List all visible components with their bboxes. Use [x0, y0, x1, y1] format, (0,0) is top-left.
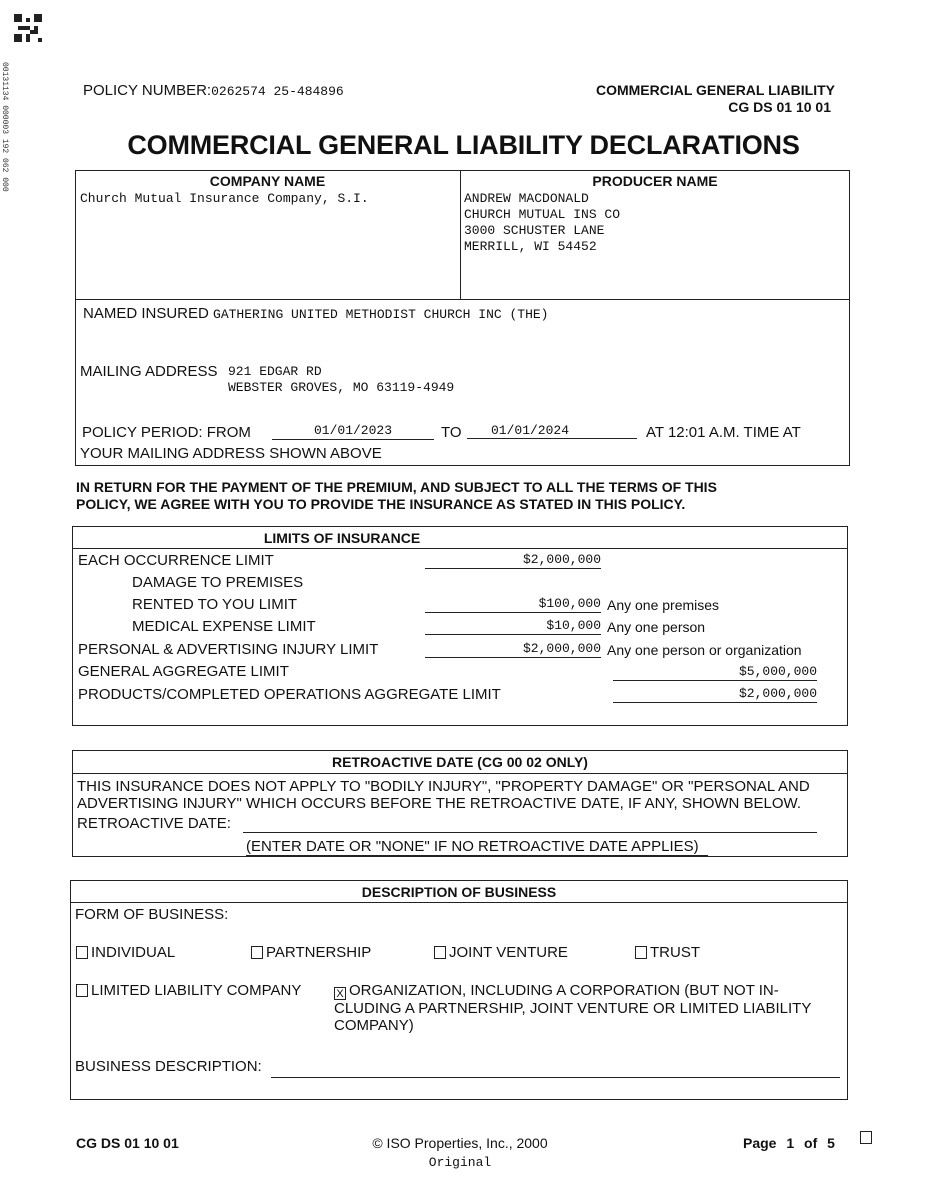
retro-date-label: RETROACTIVE DATE: — [77, 815, 231, 832]
mailing-address-label: MAILING ADDRESS — [80, 363, 218, 380]
limits-heading: LIMITS OF INSURANCE — [263, 530, 421, 546]
products-value: $2,000,000 — [613, 686, 817, 703]
policy-number-value: 0262574 25-484896 — [211, 84, 344, 99]
personal-label: PERSONAL & ADVERTISING INJURY LIMIT — [78, 641, 379, 658]
mailing-address-line1: 921 EDGAR RD — [228, 364, 322, 379]
checkbox-icon[interactable] — [635, 946, 647, 959]
retro-line: THIS INSURANCE DOES NOT APPLY TO "BODILY INJURY", "PROPERTY DAMAGE" OR "PERSONAL AND — [77, 778, 810, 795]
named-insured-value: GATHERING UNITED METHODIST CHURCH INC (THE) — [213, 307, 549, 322]
page-number: 1 — [786, 1135, 795, 1151]
page-total: 5 — [827, 1135, 835, 1151]
option-trust-label: TRUST — [650, 944, 700, 961]
footer-page — [743, 1135, 835, 1151]
damage-value: $100,000 — [425, 596, 601, 613]
barcode-icon — [14, 14, 42, 42]
policy-number — [83, 82, 344, 99]
org-line: CLUDING A PARTNERSHIP, JOINT VENTURE OR LIMITED LIABILITY — [334, 1000, 812, 1017]
page-title: COMMERCIAL GENERAL LIABILITY DECLARATIONS — [127, 130, 800, 160]
policy-number-label: POLICY NUMBER: — [83, 82, 212, 99]
personal-value: $2,000,000 — [425, 641, 601, 658]
option-organization[interactable] — [334, 982, 811, 1034]
checkbox-icon[interactable] — [251, 946, 263, 959]
retro-line: ADVERTISING INJURY" WHICH OCCURS BEFORE THE RETROACTIVE DATE, IF ANY, SHOWN BELOW. — [77, 795, 802, 812]
policy-from-date: 01/01/2023 — [272, 423, 434, 440]
footer-form-code: CG DS 01 10 01 — [76, 1135, 179, 1151]
option-llc-label: LIMITED LIABILITY COMPANY — [91, 982, 302, 999]
company-name-label: COMPANY NAME — [209, 173, 326, 189]
medical-note: Any one person — [607, 619, 706, 635]
aggregate-value: $5,000,000 — [613, 664, 817, 681]
policy-to-date: 01/01/2024 — [467, 423, 637, 439]
form-code: CG DS 01 10 01 — [728, 99, 831, 115]
aggregate-label: GENERAL AGGREGATE LIMIT — [78, 663, 289, 680]
producer-address — [464, 191, 620, 255]
mailing-address-line2: WEBSTER GROVES, MO 63119-4949 — [228, 380, 455, 395]
retro-text — [77, 778, 810, 812]
page-label: Page — [743, 1135, 777, 1151]
option-joint-venture[interactable] — [434, 944, 568, 961]
damage-label2: RENTED TO YOU LIMIT — [132, 596, 298, 613]
agreement-text — [76, 479, 717, 513]
business-description-label: BUSINESS DESCRIPTION: — [75, 1058, 262, 1075]
corner-square-icon — [860, 1131, 872, 1144]
producer-line: CHURCH MUTUAL INS CO — [464, 207, 621, 222]
of-label: of — [804, 1135, 818, 1151]
producer-line: MERRILL, WI 54452 — [464, 239, 597, 254]
named-insured — [83, 305, 549, 322]
policy-time-text2: YOUR MAILING ADDRESS SHOWN ABOVE — [80, 445, 382, 462]
medical-label: MEDICAL EXPENSE LIMIT — [132, 618, 316, 635]
retro-date-field[interactable] — [243, 816, 817, 833]
option-joint-venture-label: JOINT VENTURE — [449, 944, 568, 961]
policy-time-text: AT 12:01 A.M. TIME AT — [646, 424, 801, 441]
company-name: Church Mutual Insurance Company, S.I. — [80, 191, 369, 206]
producer-name-label: PRODUCER NAME — [592, 173, 718, 189]
footer-copyright: © ISO Properties, Inc., 2000 — [372, 1135, 548, 1151]
checkbox-icon[interactable] — [76, 984, 88, 997]
policy-to-label: TO — [441, 424, 462, 441]
products-label: PRODUCTS/COMPLETED OPERATIONS AGGREGATE LIMIT — [78, 686, 501, 703]
checkbox-icon[interactable] — [76, 946, 88, 959]
personal-note: Any one person or organization — [607, 642, 802, 658]
org-line: COMPANY) — [334, 1017, 414, 1034]
producer-line: ANDREW MACDONALD — [464, 191, 589, 206]
retro-heading: RETROACTIVE DATE (CG 00 02 ONLY) — [332, 754, 588, 770]
checkbox-icon[interactable] — [434, 946, 446, 959]
producer-line: 3000 SCHUSTER LANE — [464, 223, 605, 238]
each-occurrence-value: $2,000,000 — [425, 552, 601, 569]
medical-value: $10,000 — [425, 618, 601, 635]
option-partnership[interactable] — [251, 944, 371, 961]
form-of-business-label: FORM OF BUSINESS: — [75, 906, 229, 923]
named-insured-label: NAMED INSURED — [83, 305, 209, 322]
damage-label1: DAMAGE TO PREMISES — [132, 574, 304, 591]
retro-note: (ENTER DATE OR "NONE" IF NO RETROACTIVE DATE APPLIES) — [246, 838, 699, 855]
agreement-line: IN RETURN FOR THE PAYMENT OF THE PREMIUM, AND SUBJECT TO ALL THE TERMS OF THIS — [76, 479, 717, 495]
damage-note: Any one premises — [607, 597, 720, 613]
policy-period-label: POLICY PERIOD: FROM — [82, 424, 251, 441]
option-individual-label: INDIVIDUAL — [91, 944, 176, 961]
each-occurrence-label: EACH OCCURRENCE LIMIT — [78, 552, 274, 569]
form-title: COMMERCIAL GENERAL LIABILITY — [595, 82, 835, 98]
business-description-field[interactable] — [271, 1061, 840, 1078]
option-llc[interactable] — [76, 982, 301, 999]
option-trust[interactable] — [635, 944, 700, 961]
margin-code: 00131134 000003 192 062 000 — [0, 62, 9, 192]
org-line: ORGANIZATION, INCLUDING A CORPORATION (BUT NOT IN- — [349, 982, 779, 999]
option-partnership-label: PARTNERSHIP — [266, 944, 372, 961]
option-individual[interactable] — [76, 944, 175, 961]
footer-original: Original — [428, 1155, 492, 1170]
agreement-line: POLICY, WE AGREE WITH YOU TO PROVIDE THE INSURANCE AS STATED IN THIS POLICY. — [76, 496, 686, 512]
business-heading: DESCRIPTION OF BUSINESS — [361, 884, 557, 900]
checked-checkbox-icon[interactable]: X — [334, 987, 346, 1000]
